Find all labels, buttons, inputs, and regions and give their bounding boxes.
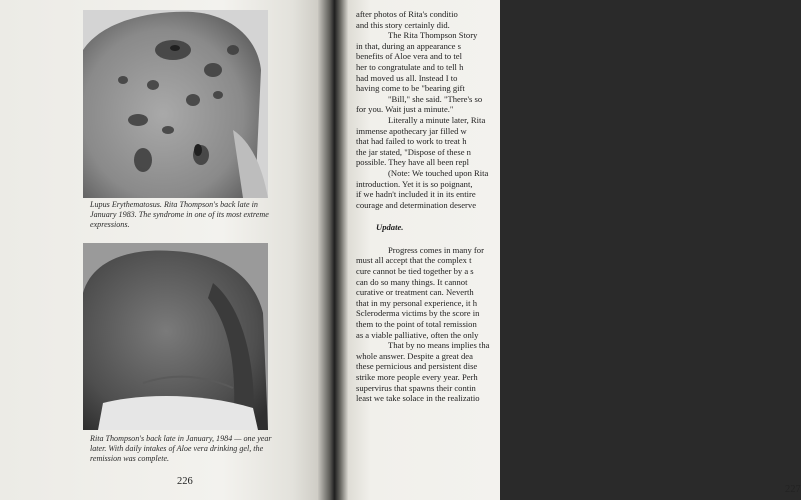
left-page: [0, 0, 318, 500]
text-line: introduction. Yet it is so poignant,: [356, 178, 473, 189]
text-line: them to the point of total remission: [356, 319, 477, 330]
text-line: that in my personal experience, it h: [356, 297, 477, 308]
page-number-right: 227: [785, 484, 801, 495]
caption-top: Lupus Erythematosus. Rita Thompson's back late in January 1983. The syndrome in one of its most extreme expressions.: [90, 200, 269, 229]
text-line: strike more people every year. Perh: [356, 372, 478, 382]
text-line: curative or treatment can. Neverth: [356, 287, 474, 298]
text-line: if we hadn't included it in its entire: [356, 189, 476, 200]
text-line: courage and determination deserve: [356, 199, 477, 210]
text-line: "Bill," she said. "There's so: [388, 93, 483, 104]
text-line: That by no means implies tha: [388, 340, 490, 351]
photo-back-remission-1984: [83, 243, 268, 430]
text-line: and this story certainly did.: [356, 19, 450, 30]
text-line: as a viable palliative, often the only: [356, 329, 479, 340]
paragraph-gap: [356, 210, 576, 222]
caption-bottom: Rita Thompson's back late in January, 1984 — one year later. With daily intakes of Aloe vera drinking gel, the remission was complete.: [90, 434, 272, 463]
text-line: for you. Wait just a minute.": [356, 104, 454, 115]
paragraph-gap: [356, 233, 576, 245]
text-line: can do so many things. It cannot: [356, 276, 468, 287]
text-line: had moved us all. Instead I to: [356, 72, 458, 83]
page-number-left: 226: [177, 476, 193, 487]
text-line: possible. They have all been repl: [356, 157, 469, 168]
text-line: Scleroderma victims by the score in: [356, 308, 480, 319]
text-line: cure cannot be tied together by a s: [356, 266, 474, 277]
text-line: Literally a minute later, Rita: [388, 114, 486, 125]
text-line: least we take solace in the realizatio: [356, 393, 480, 404]
text-line: having come to be "bearing gift: [356, 83, 465, 94]
text-line: Progress comes in many for: [388, 244, 484, 255]
text-line: The Rita Thompson Story: [388, 30, 478, 41]
text-line: immense apothecary jar filled w: [356, 125, 467, 136]
text-line: these pernicious and persistent dise: [356, 361, 478, 372]
text-line: supervirus that spawns their contin: [356, 382, 476, 393]
text-line: her to congratulate and to tell h: [356, 61, 464, 72]
right-page: [348, 0, 801, 500]
text-line: (Note: We touched upon Rita: [388, 167, 489, 178]
text-line: whole answer. Despite a great dea: [356, 350, 473, 361]
text-line: that had failed to work to treat h: [356, 136, 467, 147]
text-line: in that, during an appearance s: [356, 40, 461, 51]
section-heading: Update.: [376, 222, 404, 233]
text-line: after photos of Rita's conditio: [356, 9, 458, 19]
text-line: benefits of Aloe vera and to tel: [356, 51, 462, 62]
text-line: must all accept that the complex t: [356, 255, 472, 266]
text-line: the jar stated, "Dispose of these n: [356, 146, 471, 157]
photo-lupus-back-1983: [83, 10, 268, 198]
right-page-text: [356, 9, 576, 404]
book-gutter: [318, 0, 348, 500]
